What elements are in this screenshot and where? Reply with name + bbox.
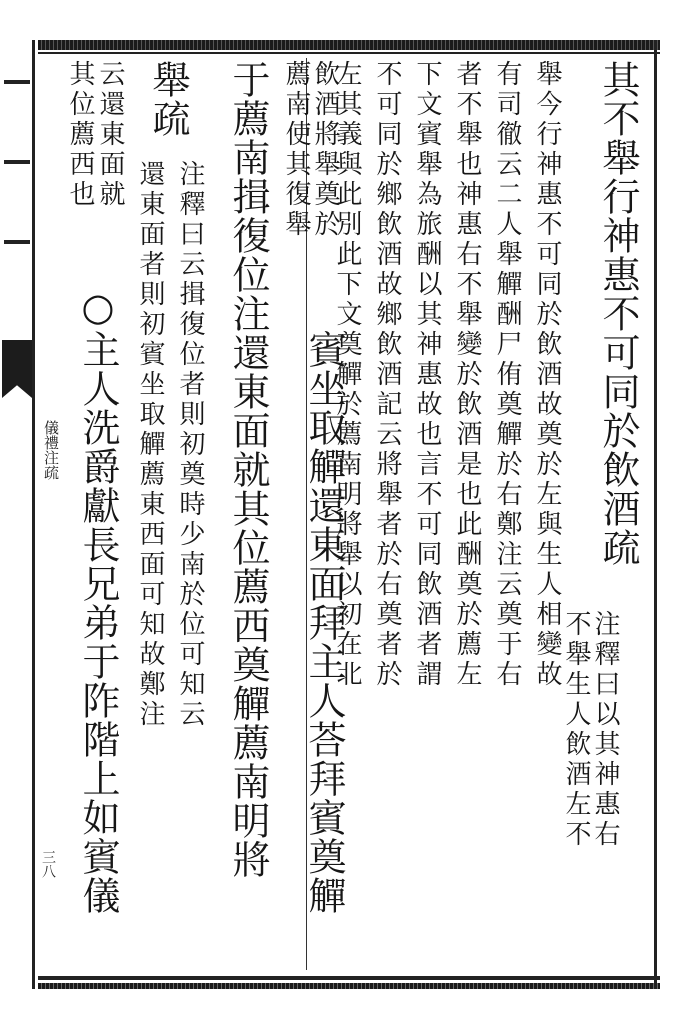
text-column-6: 者不舉也神惠右不舉變於飲酒是也此酬奠於薦左 [452,60,482,690]
margin-leaf-number: 三八 [40,850,56,878]
margin-mark-bar [4,240,30,244]
text-column-19: ○主人洗爵獻長兄弟于阼階上如賓儀 [76,285,120,915]
fold-margin [0,40,32,989]
text-column-12: 賓坐取觶還東面拜主人荅拜賓奠觶 [302,330,346,915]
text-column-11: 薦南使其復舉 [281,60,311,240]
text-column-8: 不可同於鄉飲酒故鄉飲酒記云將舉者於右奠者於 [372,60,402,690]
bottom-border-line [38,976,660,980]
text-column-5: 有司徹云二人舉觶酬尸侑奠觶於右鄭注云奠于右 [492,60,522,690]
margin-mark-bar [4,80,30,84]
text-column-14: 舉疏 [146,60,190,138]
text-column-2: 注釋曰以其神惠右 [590,610,620,850]
text-column-16: 還東面者則初賓坐取觶薦東西面可知故鄭注 [135,160,165,730]
text-column-1: 其不舉行神惠不可同於飲酒疏 [596,60,640,567]
fish-tail-mark-icon [2,340,32,398]
left-frame-line [32,40,35,989]
bottom-border [38,983,660,989]
margin-mark-bar [4,160,30,164]
margin-book-title: 儀禮注疏 [42,420,60,480]
right-frame-line [654,40,657,989]
text-column-9: 左其義與此別此下文奠觶於薦南明將舉以初在北 [332,60,362,690]
text-column-3: 不舉生人飲酒左不 [561,610,591,850]
text-column-18: 其位薦西也 [65,60,95,210]
text-column-10: 飲酒將舉奠於 [310,60,340,240]
text-column-13: 于薦南揖復位注還東面就其位薦西奠觶薦南明將 [226,60,270,879]
text-column-15: 注釋曰云揖復位者則初奠時少南於位可知云 [175,160,205,730]
text-column-4: 舉今行神惠不可同於飲酒故奠於左與生人相變故 [532,60,562,690]
top-border [38,40,660,50]
text-column-7: 下文賓舉為旅酬以其神惠故也言不可同飲酒者謂 [412,60,442,690]
top-border-line [38,52,660,54]
text-column-17: 云還東面就 [95,60,125,210]
